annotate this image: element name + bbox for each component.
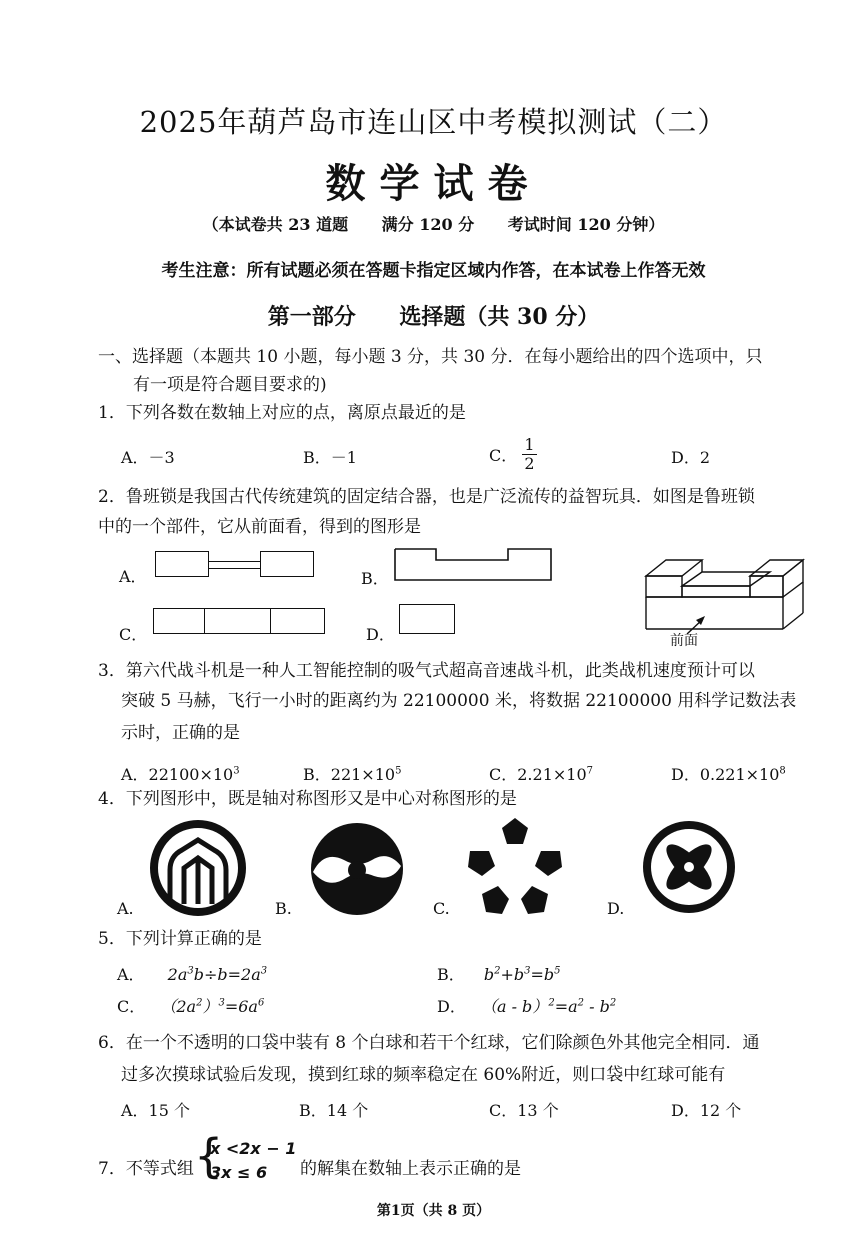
q5-option-a-expr: $2a^3b\div b=2a^3$ bbox=[167, 965, 268, 984]
lu-ban-lock-figure bbox=[638, 550, 820, 636]
section-instructions-2: 有一项是符合题目要求的) bbox=[133, 375, 327, 395]
q4-figure-a bbox=[150, 820, 246, 916]
q1-option-d: D．2 bbox=[671, 448, 711, 467]
part-title bbox=[0, 300, 867, 331]
q2-option-b-figure bbox=[394, 548, 552, 582]
q2-option-a: A． bbox=[119, 567, 147, 586]
fraction-denominator: 2 bbox=[524, 454, 535, 473]
q5-option-b-expr: $b^2+b^3=b^5$ bbox=[483, 965, 561, 984]
q7-equation-2: 3x ≤ 6 bbox=[210, 1163, 268, 1182]
q4-stem: 4．下列图形中，既是轴对称图形又是中心对称图形的是 bbox=[98, 789, 517, 809]
q5-option-c-label: C． bbox=[117, 997, 146, 1016]
q1-option-c-fraction bbox=[522, 436, 536, 473]
part-label: 第一部分 bbox=[267, 304, 356, 330]
q1-option-c bbox=[489, 436, 537, 473]
q1-option-c-label: C． bbox=[489, 446, 518, 465]
q2-option-a-figure bbox=[155, 551, 315, 577]
q5-option-b bbox=[437, 962, 561, 985]
q3-option-a-exp: 3 bbox=[233, 765, 240, 777]
q6-option-b: B．14 个 bbox=[299, 1101, 369, 1120]
q3-option-d-base: D．0.221×10 bbox=[671, 765, 780, 784]
q3-option-c-exp: 7 bbox=[586, 765, 594, 777]
q3-line-1: 3．第六代战斗机是一种人工智能控制的吸气式超高音速战斗机，此类战机速度预计可以 bbox=[98, 661, 755, 681]
q3-option-d-exp: 8 bbox=[779, 765, 786, 777]
q5-option-d-label: D． bbox=[437, 997, 466, 1016]
q1-stem: 1．下列各数在数轴上对应的点，离原点最近的是 bbox=[98, 403, 466, 423]
q2-line-2: 中的一个部件，它从前面看，得到的图形是 bbox=[98, 517, 421, 537]
q4-option-a: A. bbox=[117, 899, 134, 918]
q4-figure-b bbox=[308, 820, 406, 918]
q7-prefix: 7．不等式组 bbox=[98, 1159, 194, 1179]
q6-option-a: A．15 个 bbox=[121, 1101, 191, 1120]
q3-option-b bbox=[303, 762, 401, 785]
q4-option-d: D. bbox=[607, 899, 625, 918]
q1-option-a: A．－3 bbox=[121, 448, 175, 467]
q2-option-d: D． bbox=[366, 625, 395, 644]
q4-figure-c bbox=[462, 814, 568, 918]
q6-option-c: C．13 个 bbox=[489, 1101, 559, 1120]
q6-option-d: D．12 个 bbox=[671, 1101, 742, 1120]
q3-line-3: 示时，正确的是 bbox=[121, 723, 240, 743]
q3-option-b-base: B．221×10 bbox=[303, 765, 396, 784]
q3-option-b-exp: 5 bbox=[395, 765, 402, 777]
q2-option-d-figure bbox=[399, 604, 455, 634]
q4-figure-d bbox=[640, 818, 738, 916]
exam-notice: 考生注意：所有试题必须在答题卡指定区域内作答，在本试卷上作答无效 bbox=[161, 261, 706, 281]
q2-option-b: B． bbox=[361, 569, 389, 588]
q5-option-b-label: B． bbox=[437, 965, 465, 984]
q2-line-1: 2．鲁班锁是我国古代传统建筑的固定结合器，也是广泛流传的益智玩具．如图是鲁班锁 bbox=[98, 487, 755, 507]
exam-info-score: 满分 120 分 bbox=[381, 215, 475, 234]
q4-option-b: B. bbox=[275, 899, 292, 918]
front-label: 前面 bbox=[670, 633, 698, 649]
exam-title: 2025年葫芦岛市连山区中考模拟测试（二） bbox=[139, 105, 728, 139]
q6-line-1: 6．在一个不透明的口袋中装有 8 个白球和若干个红球，它们除颜色外其他完全相同．通 bbox=[98, 1033, 760, 1053]
q7-equation-1: x <2x − 1 bbox=[210, 1139, 297, 1158]
inequality-brace: { bbox=[194, 1129, 224, 1183]
page-footer: 第1页（共 8 页） bbox=[376, 1203, 491, 1219]
q3-option-a bbox=[121, 762, 240, 785]
fraction-numerator: 1 bbox=[524, 435, 535, 454]
q3-option-c bbox=[489, 762, 593, 785]
q2-option-c-figure bbox=[153, 608, 325, 634]
q5-option-d bbox=[437, 994, 616, 1017]
q5-stem: 5．下列计算正确的是 bbox=[98, 929, 262, 949]
q6-line-2: 过多次摸球试验后发现，摸到红球的频率稳定在 60%附近，则口袋中红球可能有 bbox=[121, 1065, 726, 1085]
q5-option-d-expr: $(a - b)^2=a^2 - b^2$ bbox=[480, 997, 617, 1016]
q3-option-d bbox=[671, 762, 786, 785]
q3-line-2: 突破 5 马赫，飞行一小时的距离约为 22100000 米，将数据 22100000 用科学记数法表 bbox=[121, 691, 797, 711]
part-name: 选择题（共 30 分） bbox=[399, 304, 600, 330]
q5-option-c bbox=[117, 994, 264, 1017]
q1-option-b: B．－1 bbox=[303, 448, 357, 467]
q3-option-a-base: A．22100×10 bbox=[121, 765, 234, 784]
section-instructions-1: 一、选择题（本题共 10 小题，每小题 3 分，共 30 分．在每小题给出的四个选项中，只 bbox=[98, 347, 763, 367]
q3-option-c-base: C．2.21×10 bbox=[489, 765, 587, 784]
q5-option-a-label: A． bbox=[117, 965, 145, 984]
q5-option-c-expr: $(2a^2)^3=6a^6$ bbox=[160, 997, 265, 1016]
subject-title: 数学试卷 bbox=[325, 160, 542, 207]
exam-info-count: （本试卷共 23 道题 bbox=[202, 215, 349, 234]
q2-option-c: C． bbox=[119, 625, 148, 644]
q5-option-a bbox=[117, 962, 267, 985]
q4-option-c: C. bbox=[433, 899, 450, 918]
exam-info bbox=[0, 212, 867, 235]
q7-suffix: 的解集在数轴上表示正确的是 bbox=[300, 1159, 521, 1179]
exam-info-time: 考试时间 120 分钟） bbox=[507, 215, 665, 234]
